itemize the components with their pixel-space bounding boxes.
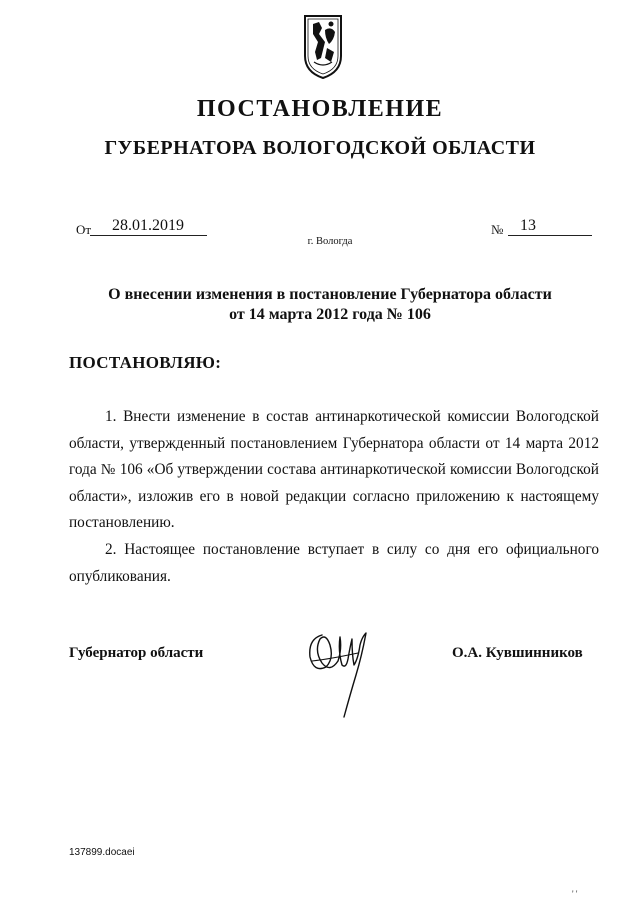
date-label: От [76, 222, 92, 237]
subject-line-2: от 14 марта 2012 года № 106 [229, 306, 431, 323]
subject-line-1: О внесении изменения в постановление Губернатора области [108, 286, 552, 303]
document-title: ПОСТАНОВЛЕНИЕ [196, 96, 444, 122]
city-label: г. Вологда [307, 236, 353, 247]
paragraph-2: 2. Настоящее постановление вступает в силу со дня его официального опубликования. [69, 541, 599, 585]
resolve-heading: ПОСТАНОВЛЯЮ: [69, 353, 222, 372]
corner-mark: ' ' [572, 889, 578, 899]
signatory-name: О.А. Кувшинников [452, 645, 583, 661]
document-subject [60, 285, 600, 325]
paragraph-1: 1. Внести изменение в состав антинаркотической комиссии Вологодской области, утвержденный постановлением Губернатора области от 14 марта 2012 года № 106 «Об утверждении состава антинаркотической комиссии Вологодской области», изложив его в новой редакции согласно приложению к настоящему постановлению. [69, 408, 599, 531]
document-number: 13 [520, 217, 536, 234]
document-issuer: ГУБЕРНАТОРА ВОЛОГОДСКОЙ ОБЛАСТИ [104, 137, 536, 159]
file-reference: 137899.docaei [69, 847, 135, 858]
document-date: 28.01.2019 [112, 217, 184, 234]
coat-of-arms-icon [301, 12, 345, 82]
signatory-title: Губернатор области [69, 645, 204, 661]
number-label: № [491, 222, 504, 237]
handwritten-signature-icon [300, 615, 380, 725]
